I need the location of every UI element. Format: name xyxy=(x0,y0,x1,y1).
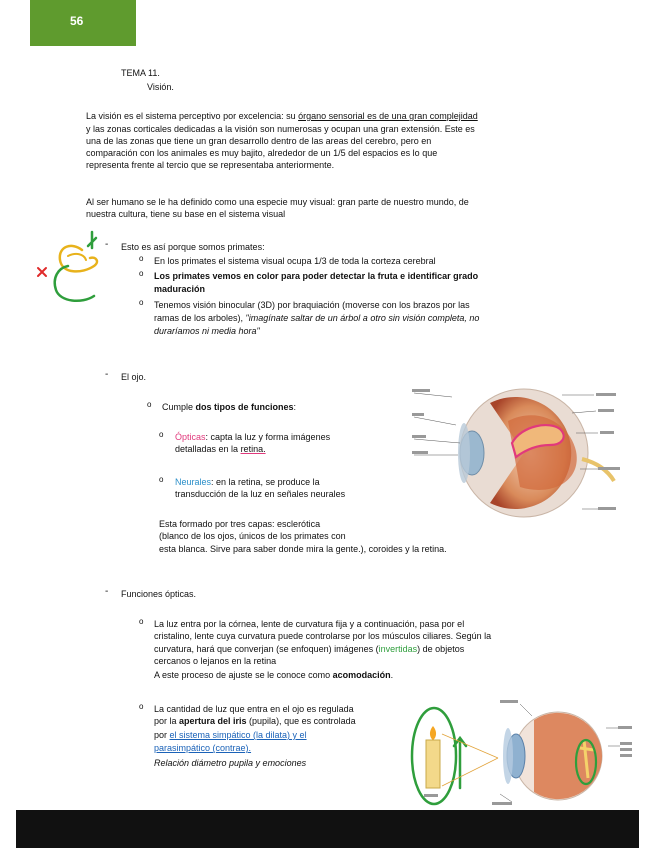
optics-heading: Funciones ópticas. xyxy=(121,589,197,599)
optics-p1-line-5: A este proceso de ajuste se le conoce como acomodación. xyxy=(154,670,394,680)
optic-function-line-2: detalladas en la retina. xyxy=(175,444,266,454)
neural-function-line-2: transducción de la luz en señales neurales xyxy=(175,489,346,499)
footer-bar xyxy=(16,810,639,848)
optics-p1-line-4: cercanos o lejanos en la retina xyxy=(154,656,277,666)
primates-lead: Esto es así porque somos primates: xyxy=(121,242,265,252)
intro-line-5: representa frente al tercio que se representaba anteriormente. xyxy=(86,160,335,170)
optic-function-line-1: Ópticas: capta la luz y forma imágenes xyxy=(175,432,331,442)
human-line-2: nuestra cultura, tiene su base en el sistema visual xyxy=(86,209,286,219)
eye-layers-line-2: (blanco de los ojos, únicos de los primates con xyxy=(159,531,346,541)
human-line-1: Al ser humano se le ha definido como una especie muy visual: gran parte de nuestro mundo, de xyxy=(86,197,469,207)
handwritten-annotation xyxy=(22,226,114,312)
optics-p2-line-3: por el sistema simpático (la dilata) y el xyxy=(154,730,307,740)
primates-bullet-3-line-1: Tenemos visión binocular (3D) por braquiación (moverse con los brazos por las xyxy=(154,300,470,310)
intro-line-1: La visión es el sistema perceptivo por excelencia: su órgano sensorial es de una gran complejidad xyxy=(86,111,478,121)
eye-layers-line-1: Esta formado por tres capas: esclerótica xyxy=(159,519,321,529)
primates-bullet-1: En los primates el sistema visual ocupa 1/3 de toda la corteza cerebral xyxy=(154,256,436,266)
intro-line-3: una de las zonas que tiene un gran desarrollo dentro de las areas del cerebro, pero en xyxy=(86,136,432,146)
sympathetic-link[interactable]: el sistema simpático (la dilata) y el xyxy=(169,730,307,740)
primates-bullet-2-line-2: maduración xyxy=(154,284,206,294)
page-number: 56 xyxy=(70,14,84,28)
optics-p2-line-5: Relación diámetro pupila y emociones xyxy=(154,758,307,768)
cross-mark xyxy=(38,268,46,276)
candle-flame xyxy=(430,726,436,740)
accommodation-illustration xyxy=(408,698,634,808)
optics-p1-line-1: La luz entra por la córnea, lente de curvatura fija y a continuación, pasa por el xyxy=(154,619,465,629)
optics-p1-line-3: curvatura, hará que converjan (se enfoquen) imágenes (invertidas) de objetos xyxy=(154,644,465,654)
optics-p2-line-4 xyxy=(154,742,251,754)
eye-heading: El ojo. xyxy=(121,372,147,382)
eye-functions: Cumple dos tipos de funciones: xyxy=(162,402,297,412)
neural-function-line-1: Neurales: en la retina, se produce la xyxy=(175,477,320,487)
optics-p1-line-2: cristalino, lente cuya curvatura puede controlarse por los músculos ciliares. Según la xyxy=(154,631,492,641)
eye-layers-line-3: esta blanca. Sirve para saber donde mira la gente.), coroides y la retina. xyxy=(159,544,447,554)
primates-bullet-3-line-3: duraríamos ni media hora" xyxy=(154,326,260,336)
eye-anatomy-illustration xyxy=(412,385,622,525)
optics-p2-line-1: La cantidad de luz que entra en el ojo es regulada xyxy=(154,704,354,714)
primates-bullet-3-line-2: ramas de los arboles), "imagínate saltar de un árbol a otro sin visión completa, no xyxy=(154,313,480,323)
intro-line-4: comparación con los animales es muy bajito, alrededor de un 1/5 del espacios es lo que xyxy=(86,148,438,158)
topic-title: TEMA 11. xyxy=(121,68,160,78)
page-number-tab xyxy=(30,0,136,46)
optics-p2-line-2: por la apertura del iris (pupila), que es controlada xyxy=(154,716,356,726)
primates-bullet-2-line-1: Los primates vemos en color para poder detectar la fruta e identificar grado xyxy=(154,271,479,281)
topic-subtitle: Visión. xyxy=(147,82,174,92)
parasympathetic-link[interactable]: parasimpático (contrae). xyxy=(154,743,252,753)
intro-line-2: y las zonas corticales dedicadas a la visión son numerosas y ocupan una gran extensión. Este es xyxy=(86,124,475,134)
